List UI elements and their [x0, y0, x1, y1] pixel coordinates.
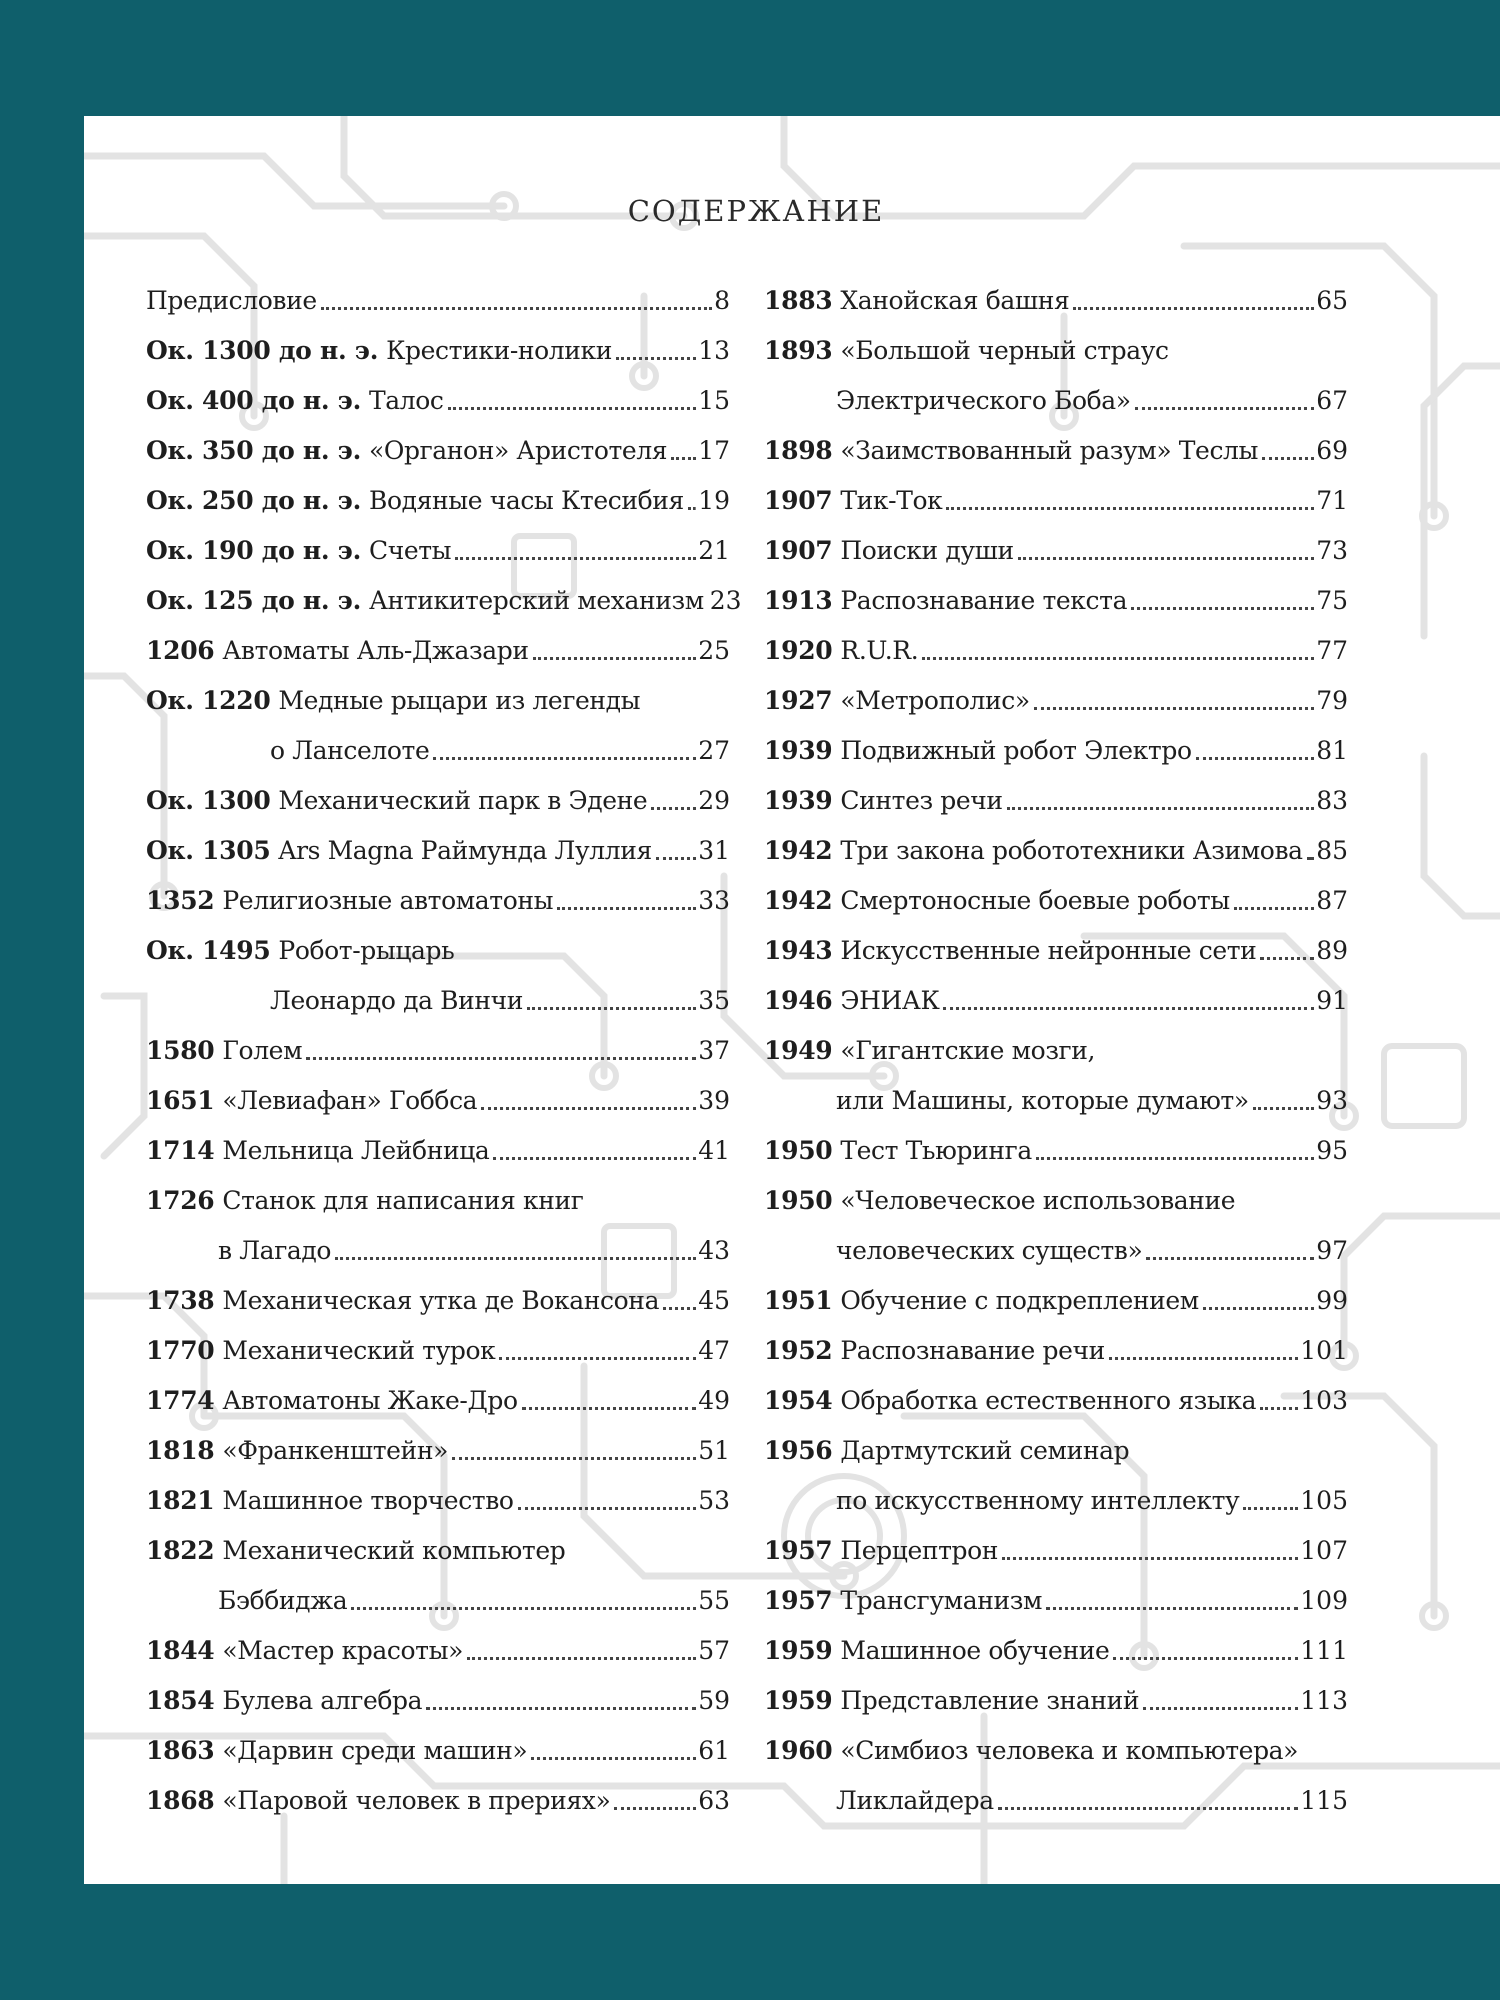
toc-entry-year: 1738: [146, 1286, 215, 1315]
toc-leader-dots: [527, 1007, 696, 1010]
toc-entry: [764, 666, 1348, 716]
toc-entry-year: 1822: [146, 1536, 215, 1565]
toc-entry-year: 1863: [146, 1736, 215, 1765]
toc-entry-title: Механическая утка де Вокансона: [222, 1286, 660, 1315]
toc-entry-year: Ок. 250 до н. э.: [146, 486, 361, 515]
toc-entry-page: 115: [1300, 1786, 1348, 1815]
toc-leader-dots: [306, 1057, 696, 1060]
toc-entry: [764, 1616, 1348, 1666]
toc-entry-page: 27: [698, 736, 730, 765]
toc-entry-title: Ars Magna Раймунда Луллия: [278, 836, 652, 865]
toc-entry: [764, 1016, 1348, 1066]
toc-entry-year: Ок. 125 до н. э.: [146, 586, 361, 615]
toc-entry-title: «Заимствованный разум» Теслы: [840, 436, 1259, 465]
toc-leader-dots: [1243, 1507, 1298, 1510]
toc-entry: [146, 1466, 730, 1516]
toc-entry-title: человеческих существ»: [836, 1236, 1143, 1265]
toc-entry: [764, 416, 1348, 466]
toc-entry-year: Ок. 1305: [146, 836, 271, 865]
toc-leader-dots: [518, 1507, 697, 1510]
toc-entry-title: Дартмутский семинар: [840, 1436, 1130, 1465]
toc-entry: [764, 266, 1348, 316]
toc-entry-page: 13: [698, 336, 730, 365]
toc-entry-year: Ок. 350 до н. э.: [146, 436, 361, 465]
toc-entry-title: Синтез речи: [840, 786, 1003, 815]
toc-leader-dots: [493, 1157, 696, 1160]
toc-entry-page: 107: [1300, 1536, 1348, 1565]
toc-entry: [764, 1566, 1348, 1616]
toc-entry-year: 1942: [764, 836, 833, 865]
toc-entry-title: Предисловие: [146, 286, 317, 315]
toc-entry-year: 1960: [764, 1736, 833, 1765]
toc-leader-dots: [1113, 1657, 1298, 1660]
toc-entry-title: Обработка естественного языка: [840, 1386, 1257, 1415]
toc-leader-dots: [321, 307, 712, 310]
toc-leader-dots: [335, 1257, 696, 1260]
toc-entry-page: 109: [1300, 1586, 1348, 1615]
toc-entry-page: 93: [1316, 1086, 1348, 1115]
toc-entry-year: 1956: [764, 1436, 833, 1465]
toc-entry-page: 15: [698, 386, 730, 415]
toc-entry: [146, 1616, 730, 1666]
toc-entry-title: Электрического Боба»: [836, 386, 1131, 415]
toc-entry-year: Ок. 1300: [146, 786, 271, 815]
contents-page: [84, 116, 1500, 1884]
toc-entry-page: 31: [698, 836, 730, 865]
toc-entry: [146, 316, 730, 366]
toc-leader-dots: [426, 1707, 696, 1710]
toc-entry: [764, 1066, 1348, 1116]
toc-entry-year: 1952: [764, 1336, 833, 1365]
toc-entry-title: Представление знаний: [840, 1686, 1140, 1715]
toc-entry-page: 23: [709, 586, 742, 615]
toc-entry-title: Обучение с подкреплением: [840, 1286, 1199, 1315]
toc-entry-page: 65: [1316, 286, 1348, 315]
toc-entry-title: Бэббиджа: [218, 1586, 348, 1615]
toc-entry: [146, 1266, 730, 1316]
toc-entry-page: 99: [1316, 1286, 1348, 1315]
toc-leader-dots: [656, 857, 696, 860]
toc-leader-dots: [1234, 907, 1314, 910]
toc-entry-page: 113: [1300, 1686, 1348, 1715]
toc-entry-page: 81: [1316, 736, 1348, 765]
toc-entry-page: 41: [698, 1136, 730, 1165]
toc-entry-year: 1959: [764, 1686, 833, 1715]
toc-entry-page: 43: [698, 1236, 730, 1265]
toc-entry-year: Ок. 1220: [146, 686, 271, 715]
toc-entry-page: 89: [1316, 936, 1348, 965]
toc-entry: [146, 666, 730, 716]
toc-entry: [764, 1716, 1348, 1766]
toc-entry-title: по искусственному интеллекту: [836, 1486, 1240, 1515]
toc-leader-dots: [1034, 707, 1314, 710]
toc-entry-year: 1957: [764, 1536, 833, 1565]
toc-leader-dots: [1073, 307, 1314, 310]
toc-entry: [146, 516, 730, 566]
toc-entry-title: Станок для написания книг: [222, 1186, 584, 1215]
toc-entry: [146, 416, 730, 466]
toc-entry-page: 69: [1316, 436, 1348, 465]
toc-entry-year: 1883: [764, 286, 833, 315]
toc-entry: [764, 1266, 1348, 1316]
toc-entry-title: или Машины, которые думают»: [836, 1086, 1249, 1115]
toc-leader-dots: [1260, 1407, 1298, 1410]
toc-entry-year: 1943: [764, 936, 833, 965]
toc-leader-dots: [671, 457, 696, 460]
toc-entry-title: Тест Тьюринга: [840, 1136, 1032, 1165]
toc-entry-year: 1821: [146, 1486, 215, 1515]
toc-entry-page: 67: [1316, 386, 1348, 415]
toc-entry-year: 1954: [764, 1386, 833, 1415]
toc-entry-title: «Гигантские мозги,: [840, 1036, 1096, 1065]
toc-leader-dots: [998, 1807, 1299, 1810]
toc-entry-page: 49: [698, 1386, 730, 1415]
toc-leader-dots: [663, 1307, 696, 1310]
toc-entry: [146, 1166, 730, 1216]
toc-leader-dots: [1260, 957, 1314, 960]
toc-entry-year: 1868: [146, 1786, 215, 1815]
toc-entry-page: 105: [1300, 1486, 1348, 1515]
toc-entry: [146, 1016, 730, 1066]
toc-leader-dots: [946, 507, 1314, 510]
toc-entry: [146, 1066, 730, 1116]
toc-entry-year: 1898: [764, 436, 833, 465]
toc-entry-year: 1949: [764, 1036, 833, 1065]
toc-entry-title: Счеты: [369, 536, 452, 565]
toc-entry-page: 29: [698, 786, 730, 815]
toc-entry-title: Голем: [222, 1036, 303, 1065]
toc-entry-year: 1714: [146, 1136, 215, 1165]
toc-entry-title: Талос: [369, 386, 444, 415]
toc-leader-dots: [1196, 757, 1315, 760]
toc-entry-year: 1206: [146, 636, 215, 665]
toc-leader-dots: [1018, 557, 1314, 560]
toc-entry-page: 53: [698, 1486, 730, 1515]
toc-entry-title: «Левиафан» Гоббса: [222, 1086, 478, 1115]
toc-leader-dots: [614, 1807, 696, 1810]
toc-entry: [146, 1566, 730, 1616]
toc-entry: [764, 1166, 1348, 1216]
toc-entry-year: 1907: [764, 536, 833, 565]
toc-entry: [146, 1416, 730, 1466]
toc-entry-year: 1946: [764, 986, 833, 1015]
toc-entry-page: 71: [1316, 486, 1348, 515]
toc-entry-title: ЭНИАК: [840, 986, 940, 1015]
toc-leader-dots: [1143, 1707, 1298, 1710]
toc-entry: [146, 1116, 730, 1166]
toc-entry: [764, 316, 1348, 366]
toc-entry-page: 83: [1316, 786, 1348, 815]
toc-entry-year: 1580: [146, 1036, 215, 1065]
toc-leader-dots: [922, 657, 1314, 660]
toc-entry: [764, 1466, 1348, 1516]
toc-entry-year: 1893: [764, 336, 833, 365]
toc-leader-dots: [1046, 1607, 1298, 1610]
toc-entry-page: 59: [698, 1686, 730, 1715]
toc-entry: [764, 1666, 1348, 1716]
toc-entry-title: Булева алгебра: [222, 1686, 423, 1715]
toc-entry: [146, 366, 730, 416]
toc-entry-title: Антикитерский механизм: [369, 586, 704, 615]
toc-entry: [764, 466, 1348, 516]
toc-entry-title: «Мастер красоты»: [222, 1636, 463, 1665]
toc-entry-page: 87: [1316, 886, 1348, 915]
toc-entry-page: 103: [1300, 1386, 1348, 1415]
toc-entry: [764, 1316, 1348, 1366]
toc-entry-title: «Франкенштейн»: [222, 1436, 448, 1465]
toc-leader-dots: [557, 907, 696, 910]
toc-entry-title: Автоматы Аль-Джазари: [222, 636, 529, 665]
toc-entry: [764, 816, 1348, 866]
toc-entry-title: в Лагадо: [218, 1236, 332, 1265]
toc-entry-title: Подвижный робот Электро: [840, 736, 1192, 765]
toc-entry: [146, 1316, 730, 1366]
toc-entry: [764, 1366, 1348, 1416]
toc-leader-dots: [1146, 1257, 1314, 1260]
toc-entry-title: Автоматоны Жаке-Дро: [222, 1386, 518, 1415]
toc-entry-title: о Ланселоте: [270, 736, 430, 765]
toc-entry-page: 97: [1316, 1236, 1348, 1265]
toc-entry-year: 1959: [764, 1636, 833, 1665]
toc-entry: [764, 966, 1348, 1016]
toc-entry-page: 73: [1316, 536, 1348, 565]
toc-entry-page: 111: [1300, 1636, 1348, 1665]
toc-entry-title: Механический турок: [222, 1336, 496, 1365]
toc-entry-year: 1854: [146, 1686, 215, 1715]
toc-entry-title: «Большой черный страус: [840, 336, 1169, 365]
toc-entry: [146, 966, 730, 1016]
toc-entry-year: 1774: [146, 1386, 215, 1415]
toc-entry-title: Искусственные нейронные сети: [840, 936, 1257, 965]
toc-leader-dots: [1007, 807, 1315, 810]
toc-entry: [146, 466, 730, 516]
toc-entry-title: Ликлайдера: [836, 1786, 994, 1815]
toc-entry: [764, 1116, 1348, 1166]
toc-leader-dots: [1203, 1307, 1314, 1310]
toc-column-right: [764, 266, 1348, 1816]
toc-leader-dots: [481, 1107, 696, 1110]
toc-entry-title: Религиозные автоматоны: [222, 886, 554, 915]
toc-entry-page: 63: [698, 1786, 730, 1815]
toc-entry-title: Крестики-нолики: [386, 336, 613, 365]
toc-entry: [146, 566, 742, 616]
toc-entry: [146, 1716, 730, 1766]
toc-entry-year: 1951: [764, 1286, 833, 1315]
toc-entry-page: 55: [698, 1586, 730, 1615]
toc-entry-page: 21: [698, 536, 730, 565]
toc-entry-title: Водяные часы Ктесибия: [369, 486, 684, 515]
toc-entry-year: 1939: [764, 736, 833, 765]
toc-leader-dots: [1307, 857, 1315, 860]
toc-entry: [764, 916, 1348, 966]
toc-entry-page: 57: [698, 1636, 730, 1665]
toc-entry-year: 1939: [764, 786, 833, 815]
toc-leader-dots: [1131, 607, 1314, 610]
toc-entry-page: 101: [1300, 1336, 1348, 1365]
toc-entry: [764, 516, 1348, 566]
toc-entry-page: 91: [1316, 986, 1348, 1015]
toc-entry-year: Ок. 1300 до н. э.: [146, 336, 379, 365]
toc-entry: [764, 766, 1348, 816]
toc-leader-dots: [1002, 1557, 1298, 1560]
toc-entry-page: 39: [698, 1086, 730, 1115]
toc-entry-page: 33: [698, 886, 730, 915]
toc-entry-title: Механический компьютер: [222, 1536, 566, 1565]
toc-column-left: [146, 266, 742, 1816]
toc-leader-dots: [1109, 1357, 1298, 1360]
toc-entry-page: 75: [1316, 586, 1348, 615]
toc-entry: [764, 616, 1348, 666]
toc-entry: [146, 616, 730, 666]
toc-entry-page: 45: [698, 1286, 730, 1315]
toc-entry-year: 1927: [764, 686, 833, 715]
toc-entry-year: 1818: [146, 1436, 215, 1465]
toc-entry: [146, 766, 730, 816]
toc-leader-dots: [467, 1657, 696, 1660]
toc-entry: [146, 1366, 730, 1416]
toc-entry-page: 35: [698, 986, 730, 1015]
toc-leader-dots: [1135, 407, 1314, 410]
toc-leader-dots: [455, 557, 696, 560]
toc-entry-title: Тик-Ток: [840, 486, 943, 515]
toc-entry-title: Мельница Лейбница: [222, 1136, 490, 1165]
toc-entry-title: Машинное творчество: [222, 1486, 514, 1515]
toc-entry-page: 77: [1316, 636, 1348, 665]
toc-entry-year: 1957: [764, 1586, 833, 1615]
toc-entry-title: Три закона робототехники Азимова: [840, 836, 1303, 865]
toc-entry-title: «Паровой человек в прериях»: [222, 1786, 611, 1815]
toc-entry-year: 1907: [764, 486, 833, 515]
toc-entry: [764, 366, 1348, 416]
toc-entry-title: Смертоносные боевые роботы: [840, 886, 1230, 915]
toc-entry-title: R.U.R.: [840, 636, 919, 665]
toc-entry-year: 1942: [764, 886, 833, 915]
toc-entry-title: Распознавание речи: [840, 1336, 1105, 1365]
toc-entry-title: Перцептрон: [840, 1536, 999, 1565]
toc-leader-dots: [522, 1407, 697, 1410]
toc-leader-dots: [351, 1607, 696, 1610]
toc-entry-year: 1844: [146, 1636, 215, 1665]
toc-entry: [764, 866, 1348, 916]
toc-entry-year: 1950: [764, 1186, 833, 1215]
toc-entry: [146, 266, 730, 316]
toc-entry-page: 19: [698, 486, 730, 515]
toc-leader-dots: [448, 407, 697, 410]
toc-entry: [146, 916, 730, 966]
toc-leader-dots: [688, 507, 696, 510]
toc-entry-page: 25: [698, 636, 730, 665]
toc-entry-title: Ханойская башня: [840, 286, 1070, 315]
toc-entry-title: «Метрополис»: [840, 686, 1030, 715]
toc-entry-title: Трансгуманизм: [840, 1586, 1043, 1615]
toc-entry: [146, 866, 730, 916]
toc-entry-year: Ок. 1495: [146, 936, 271, 965]
toc-entry-title: «Человеческое использование: [840, 1186, 1236, 1215]
toc-entry-page: 85: [1316, 836, 1348, 865]
toc-leader-dots: [1253, 1107, 1314, 1110]
toc-leader-dots: [531, 1757, 696, 1760]
toc-entry-year: 1651: [146, 1086, 215, 1115]
toc-entry-title: Поиски души: [840, 536, 1014, 565]
toc-entry-title: Машинное обучение: [840, 1636, 1110, 1665]
toc-leader-dots: [433, 757, 696, 760]
toc-entry-year: 1950: [764, 1136, 833, 1165]
toc-entry: [764, 566, 1348, 616]
toc-entry: [146, 1516, 730, 1566]
toc-entry-page: 95: [1316, 1136, 1348, 1165]
toc-leader-dots: [616, 357, 696, 360]
toc-entry-title: Медные рыцари из легенды: [278, 686, 641, 715]
toc-entry-year: Ок. 400 до н. э.: [146, 386, 361, 415]
page-title: СОДЕРЖАНИЕ: [627, 194, 885, 228]
toc-entry-title: Леонардо да Винчи: [270, 986, 524, 1015]
toc-entry-title: «Дарвин среди машин»: [222, 1736, 528, 1765]
toc-leader-dots: [1036, 1157, 1314, 1160]
toc-entry-year: 1726: [146, 1186, 215, 1215]
toc-entry-title: Распознавание текста: [840, 586, 1128, 615]
toc-entry: [146, 716, 730, 766]
toc-leader-dots: [452, 1457, 696, 1460]
toc-entry-page: 61: [698, 1736, 730, 1765]
toc-leader-dots: [651, 807, 696, 810]
toc-entry-title: «Органон» Аристотеля: [369, 436, 668, 465]
toc-entry-year: 1352: [146, 886, 215, 915]
toc-leader-dots: [499, 1357, 696, 1360]
toc-leader-dots: [943, 1007, 1314, 1010]
toc-leader-dots: [533, 657, 697, 660]
toc-entry: [764, 1216, 1348, 1266]
toc-entry: [764, 1416, 1348, 1466]
toc-entry-page: 51: [698, 1436, 730, 1465]
toc-entry-page: 37: [698, 1036, 730, 1065]
toc-entry-title: Робот-рыцарь: [278, 936, 455, 965]
toc-entry: [146, 1216, 730, 1266]
toc-entry: [146, 1666, 730, 1716]
toc-entry: [764, 1516, 1348, 1566]
toc-leader-dots: [1262, 457, 1314, 460]
toc-entry-year: 1913: [764, 586, 833, 615]
toc-entry-page: 8: [714, 286, 730, 315]
toc-entry-page: 79: [1316, 686, 1348, 715]
toc-entry: [146, 816, 730, 866]
toc-entry-title: «Симбиоз человека и компьютера»: [840, 1736, 1299, 1765]
toc-entry: [764, 1766, 1348, 1816]
toc-entry-year: Ок. 190 до н. э.: [146, 536, 361, 565]
toc-entry-title: Механический парк в Эдене: [278, 786, 648, 815]
toc-entry-page: 17: [698, 436, 730, 465]
toc-entry: [764, 716, 1348, 766]
toc-entry-year: 1920: [764, 636, 833, 665]
toc-entry: [146, 1766, 730, 1816]
toc-entry-page: 47: [698, 1336, 730, 1365]
toc-entry-year: 1770: [146, 1336, 215, 1365]
